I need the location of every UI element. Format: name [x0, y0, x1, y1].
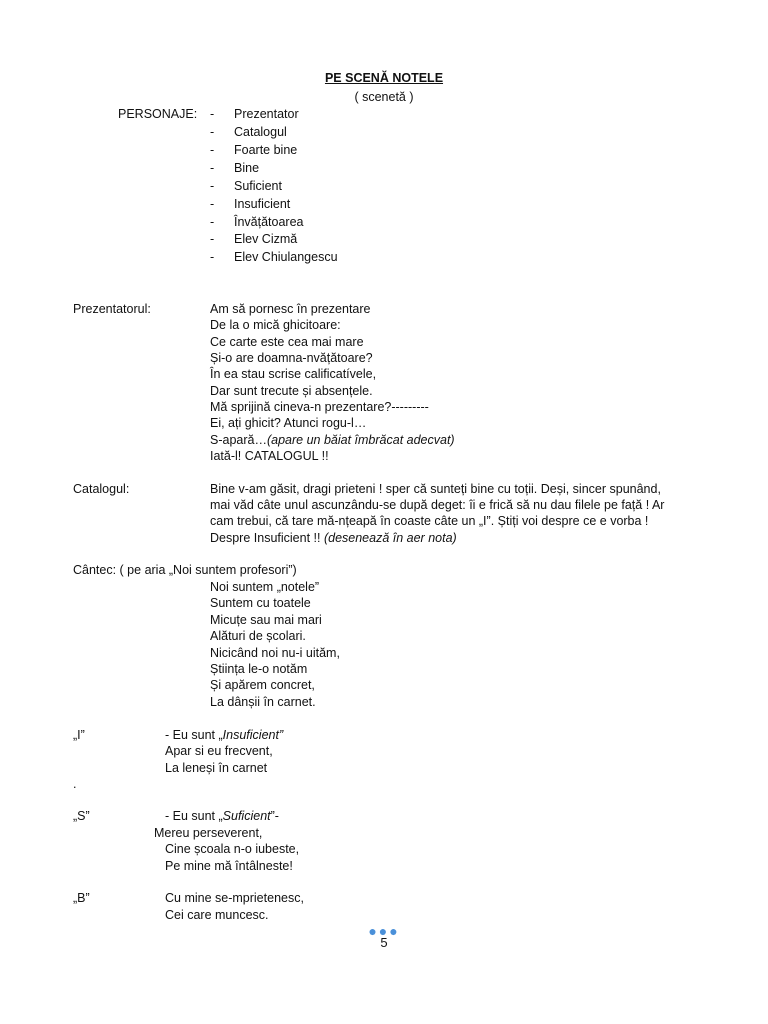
list-item: - Elev Chiulangescu [210, 250, 338, 264]
footer-dots: ●●● [368, 923, 400, 939]
verse-line: Micuțe sau mai mari [210, 613, 322, 627]
verse-line: Nicicând noi nu-i uităm, [210, 646, 340, 660]
verse-line: Am să pornesc în prezentare [210, 302, 371, 316]
verse-line: De la o mică ghicitoare: [210, 318, 341, 332]
list-item: - Catalogul [210, 125, 287, 139]
prose-line: Despre Insuficient !! (desenează în aer nota) [210, 531, 457, 545]
verse-line: Dar sunt trecute și absențele. [210, 384, 373, 398]
verse-line: Și-o are doamna-nvățătoare? [210, 351, 373, 365]
verse-line: Pe mine mă întâlneste! [165, 859, 293, 873]
verse-line: Suntem cu toatele [210, 596, 311, 610]
speaker-i: „I” [73, 728, 85, 742]
list-item: - Elev Cizmă [210, 232, 298, 246]
page-number: 5 [380, 935, 388, 950]
verse-line: Cei care muncesc. [165, 908, 269, 922]
list-item: - Învățătoarea [210, 215, 304, 229]
verse-line: Apar si eu frecvent, [165, 744, 273, 758]
verse-line: Cu mine se-mprietenesc, [165, 891, 304, 905]
verse-line: Știința le-o notăm [210, 662, 308, 676]
verse-line: Iată-l! CATALOGUL !! [210, 449, 329, 463]
verse-line: Și apărem concret, [210, 678, 315, 692]
song-heading: Cântec: ( pe aria „Noi suntem profesori”) [73, 563, 297, 577]
verse-line: - Eu sunt „Insuficient” [165, 728, 284, 742]
stage-direction: (apare un băiat îmbrăcat adecvat) [266, 433, 455, 447]
verse-line: Alături de școlari. [210, 629, 306, 643]
list-item: - Insuficient [210, 197, 291, 211]
list-item: - Bine [210, 161, 260, 175]
speaker-catalog: Catalogul: [73, 482, 130, 496]
list-item: - Suficient [210, 179, 282, 193]
verse-line: În ea stau scrise calificatívele, [210, 367, 377, 381]
verse-line: La leneși în carnet [165, 761, 268, 775]
verse-line: - Eu sunt „Suficient”- [165, 809, 279, 823]
prose-line: cam trebui, că tare mă-nțeapă în coaste câte un „I”. Știți voi despre ce e vorba ! [210, 514, 649, 528]
verse-line: Mereu perseverent, [154, 826, 263, 840]
prose-line: mai văd câte unul ascunzându-se după deget: îi e frică să nu dau filele pe față ! Ar [210, 498, 665, 512]
list-item: - Foarte bine [210, 143, 298, 157]
document-subtitle: ( scenetă ) [354, 90, 414, 104]
speaker-s: „S” [73, 809, 90, 823]
verse-line: Ei, ați ghicit? Atunci rogu-l… [210, 416, 367, 430]
prose-line: Bine v-am găsit, dragi prieteni ! sper că sunteți bine cu toții. Deși, sincer spunând, [210, 482, 661, 496]
characters-label: PERSONAJE: [118, 107, 198, 121]
stage-direction: (desenează în aer nota) [323, 531, 457, 545]
document-title: PE SCENĂ NOTELE [324, 71, 444, 85]
stray-dot: . [73, 777, 77, 791]
verse-line: La dânșii în carnet. [210, 695, 316, 709]
list-item: - Prezentator [210, 107, 299, 121]
verse-line: S-apară…(apare un băiat îmbrăcat adecvat) [210, 433, 455, 447]
speaker-b: „B” [73, 891, 90, 905]
speaker-prezentator: Prezentatorul: [73, 302, 151, 316]
verse-line: Ce carte este cea mai mare [210, 335, 364, 349]
verse-line: Mă sprijină cineva-n prezentare?--------- [210, 400, 429, 414]
verse-line: Cine școala n-o iubeste, [165, 842, 300, 856]
verse-line: Noi suntem „notele” [210, 580, 320, 594]
